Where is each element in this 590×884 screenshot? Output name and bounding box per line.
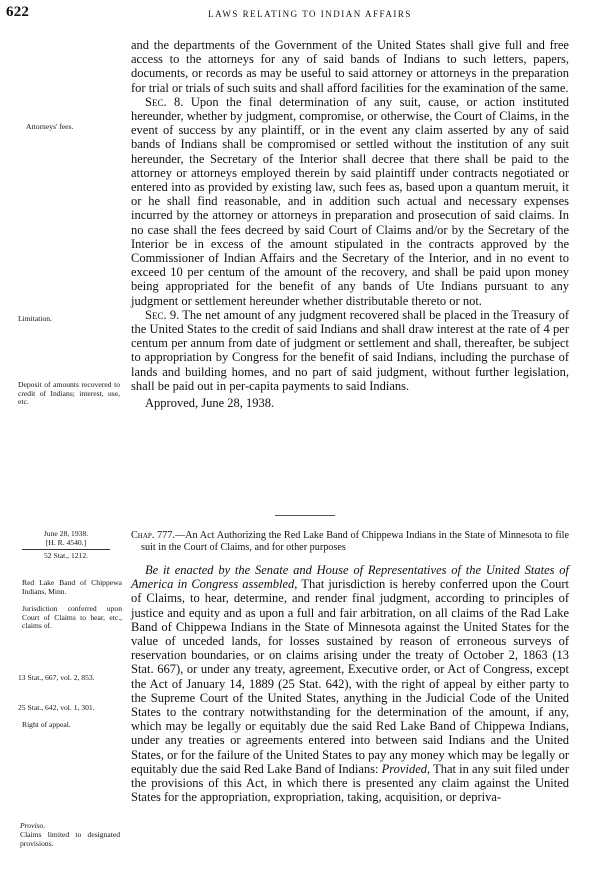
margin-note-proviso: Proviso. <box>20 821 46 830</box>
enacting-clause: Be it enacted by the Senate and House of Representatives of the United States of America in Congress assembled, <box>131 563 569 592</box>
margin-note-bill: [H. R. 4540.] <box>45 537 87 547</box>
margin-note-right-of-appeal: Right of appeal. <box>22 720 71 729</box>
margin-note-claims-limited: Claims limited to designated provisions. <box>20 830 120 848</box>
provided-word: Provided, <box>381 761 431 776</box>
margin-rule <box>22 549 110 550</box>
approved-date: Approved, June 28, 1938. <box>145 396 275 411</box>
chapter-text-2: That in any suit filed under the provisions of this Act, in which there is presented any claim against the United States for the appropriation, expropriation, taking, acquisition, or depriva- <box>131 761 569 805</box>
margin-note-jurisdiction: Jurisdiction conferred upon Court of Claims to hear, etc., claims of. <box>22 604 122 631</box>
section-9-paragraph <box>131 308 569 393</box>
section-8-label: Sec. 8. <box>145 94 184 109</box>
chapter-title-text: —An Act Authorizing the Red Lake Band of Chippewa Indians in the State of Minnesota to file suit in the Court of Claims, and for other purposes <box>141 530 569 553</box>
chapter-777 <box>131 530 569 804</box>
margin-note-limitation: Limitation. <box>18 314 52 323</box>
margin-note-red-lake: Red Lake Band of Chippewa Indians, Minn. <box>22 578 122 596</box>
section-8-text: Upon the final determination of any suit, cause, or action instituted hereunder, whether by judgment, compromise, or otherwise, the Court of Claims, in the event of success by any plaintiff, or in the event any claim asserted by any of said bands of Indians shall be compromised or settled without the institution of any suit hereunder, the Secretary of the Interior shall decree that there shall be paid to the attorney or attorneys employed therein by said plaintiff under contracts negotiated or entered into as provided by existing law, such fees as, based upon a quantum meruit, it or he shall find reasonable, and in addition such actual and necessary expenses incurred by the attorney or attorneys in preparation and prosecution of said claims. In no case shall the fees decreed by said Court of Claims and/or by the Secretary of the Interior be in excess of the amount stipulated in the contracts approved by the Commissioner of Indian Affairs and the Secretary of the Interior, and in no event to exceed 10 per centum of the amount of the recovery, and shall be paid upon money being appropriated for the benefit of any bands of Ute Indians pursuant to any judgment or settlement hereunder whether distributable thereto or not. <box>131 94 570 308</box>
section-9-text: The net amount of any judgment recovered shall be placed in the Treasury of the United States to the credit of said Indians and shall draw interest at the rate of 4 per centum per annum from date of judgment or settlement and shall, thereafter, be subject to appropriation by Congress for the benefit of said Indians, including the purchase of lands and building homes, and no part of said judgment, without further legislation, shall be paid out in per-capita payments to said Indians. <box>131 307 569 393</box>
margin-note-deposit: Deposit of amounts recovered to credit of Indians; interest, use, etc. <box>18 380 120 407</box>
chapter-body <box>131 563 569 804</box>
section-9-label: Sec. 9. <box>145 307 180 322</box>
margin-note-enactment-info <box>22 530 110 561</box>
chapter-text-1: That jurisdiction is hereby conferred upon the Court of Claims, to hear, determine, and render final judgment, according to principles of justice and equity and as upon a full and fair arbitration, on all claims of the Rad Lake Band of Chippewa Indians in the State of Minnesota against the United States for the value of unceded lands, for losses sustained by reason of erroneous surveys of reservation boundaries, or on claims arising under the treaty of October 2, 1863 (13 Stat. 667), or under any treaty, agreement, Executive order, or Act of Congress, except the Act of January 14, 1889 (25 Stat. 642), with the right of appeal by either party to the Supreme Court of the United States, anything in the Judicial Code of the United States to the contrary notwithstanding for the determination of the amount, if any, which may be legally or equitably due the said Red Lake Band of Chippewa Indians, under any treaties or agreements entered into between said Indians and the United States, or for the failure of the United States to pay any money which may be legally or equitably due the said Red Lake Band of Indians: <box>131 577 569 776</box>
running-head: LAWS RELATING TO INDIAN AFFAIRS <box>208 9 412 19</box>
chapter-title <box>131 530 569 554</box>
section-divider <box>275 515 335 516</box>
continuation-paragraph: and the departments of the Government of the United States shall give full and free access to the attorneys for any of said bands of Indians to such letters, papers, documents, or records as may be useful to said attorney or attorneys in the preparation for trial or trials of such suits and shall afford facilities for the examination of the same. <box>131 38 569 95</box>
section-8-paragraph <box>131 95 569 308</box>
margin-note-date: June 28, 1938. <box>43 529 89 538</box>
page-number: 622 <box>6 4 30 20</box>
chapter-label: Chap. 777. <box>131 530 175 541</box>
body-text-upper <box>131 38 569 410</box>
margin-note-stat-667: 13 Stat., 667, vol. 2, 853. <box>18 673 95 682</box>
margin-note-stat-642: 25 Stat., 642, vol. 1, 301. <box>18 703 95 712</box>
margin-note-stat: 52 Stat., 1212. <box>43 551 89 561</box>
margin-note-attorneys-fees: Attorneys' fees. <box>26 122 74 131</box>
